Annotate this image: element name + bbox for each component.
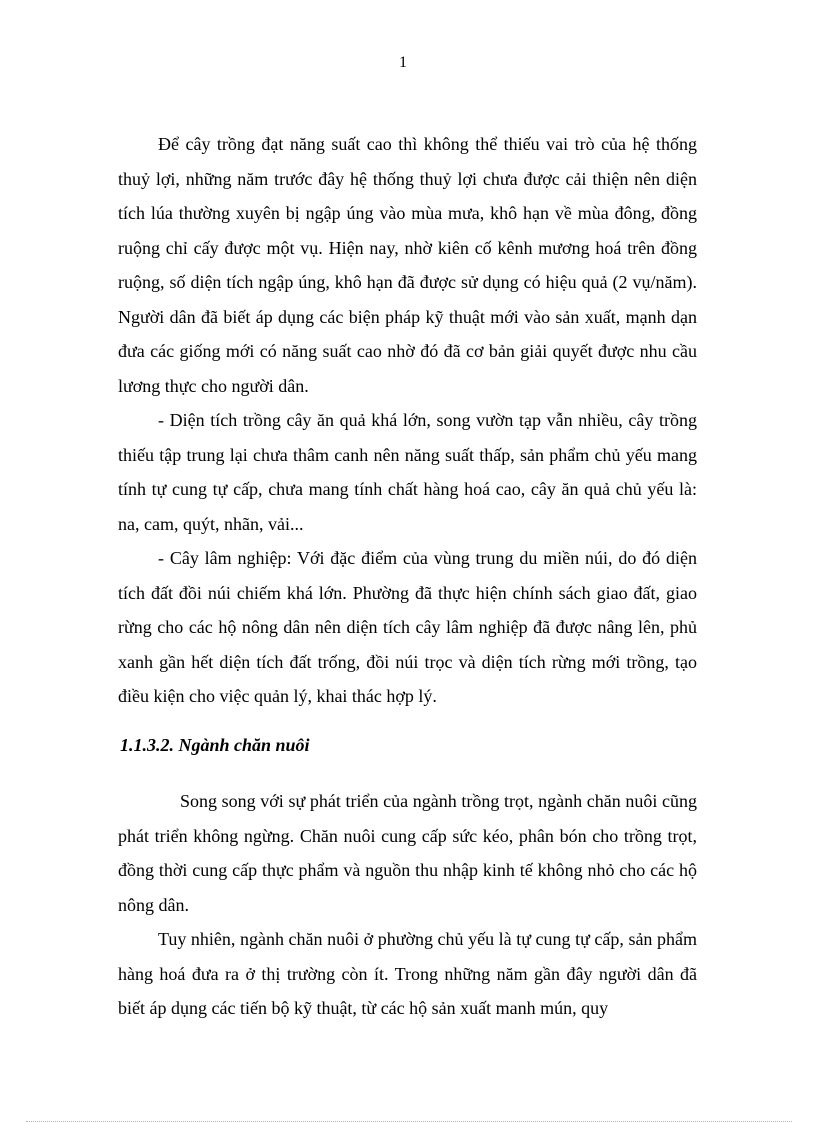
paragraph-fruit-trees: - Diện tích trồng cây ăn quả khá lớn, song vườn tạp vẫn nhiều, cây trồng thiếu tập trung lại chưa thâm canh nên năng suất thấp, sản phẩm chủ yếu mang tính tự cung tự cấp, chưa mang tính chất hàng hoá cao, cây ăn quả chủ yếu là: na, cam, quýt, nhãn, vải... <box>118 410 697 534</box>
paragraph-irrigation: Để cây trồng đạt năng suất cao thì không thể thiếu vai trò của hệ thống thuỷ lợi, những năm trước đây hệ thống thuỷ lợi chưa được cải thiện nên diện tích lúa thường xuyên bị ngập úng vào mùa mưa, khô hạn về mùa đông, đồng ruộng chỉ cấy được một vụ. Hiện nay, nhờ kiên cố kênh mương hoá trên đồng ruộng, số diện tích ngập úng, khô hạn đã được sử dụng có hiệu quả (2 vụ/năm). Người dân đã biết áp dụng các biện pháp kỹ thuật mới vào sản xuất, mạnh dạn đưa các giống mới có năng suất cao nhờ đó đã cơ bản giải quyết được nhu cầu lương thực cho người dân. <box>118 134 697 396</box>
section-heading-livestock: 1.1.3.2. Ngành chăn nuôi <box>120 735 310 755</box>
paragraph-livestock-market: Tuy nhiên, ngành chăn nuôi ở phường chủ yếu là tự cung tự cấp, sản phẩm hàng hoá đưa ra ở thị trường còn ít. Trong những năm gần đây người dân đã biết áp dụng các tiến bộ kỹ thuật, từ các hộ sản xuất manh mún, quy <box>118 929 697 1018</box>
section-livestock-text <box>118 784 697 1026</box>
paragraph-livestock-intro: Song song với sự phát triển của ngành trồng trọt, ngành chăn nuôi cũng phát triển không ngừng. Chăn nuôi cung cấp sức kéo, phân bón cho trồng trọt, đồng thời cung cấp thực phẩm và nguồn thu nhập kinh tế không nhỏ cho các hộ nông dân. <box>118 791 697 915</box>
page-bottom-divider <box>26 1121 792 1122</box>
paragraph-forestry: - Cây lâm nghiệp: Với đặc điểm của vùng trung du miền núi, do đó diện tích đất đồi núi chiếm khá lớn. Phường đã thực hiện chính sách giao đất, giao rừng cho các hộ nông dân nên diện tích cây lâm nghiệp đã được nâng lên, phủ xanh gần hết diện tích đất trống, đồi núi trọc và diện tích rừng mới trồng, tạo điều kiện cho việc quản lý, khai thác hợp lý. <box>118 548 697 706</box>
page-number: 1 <box>399 54 407 71</box>
section-crops-text <box>118 127 697 714</box>
